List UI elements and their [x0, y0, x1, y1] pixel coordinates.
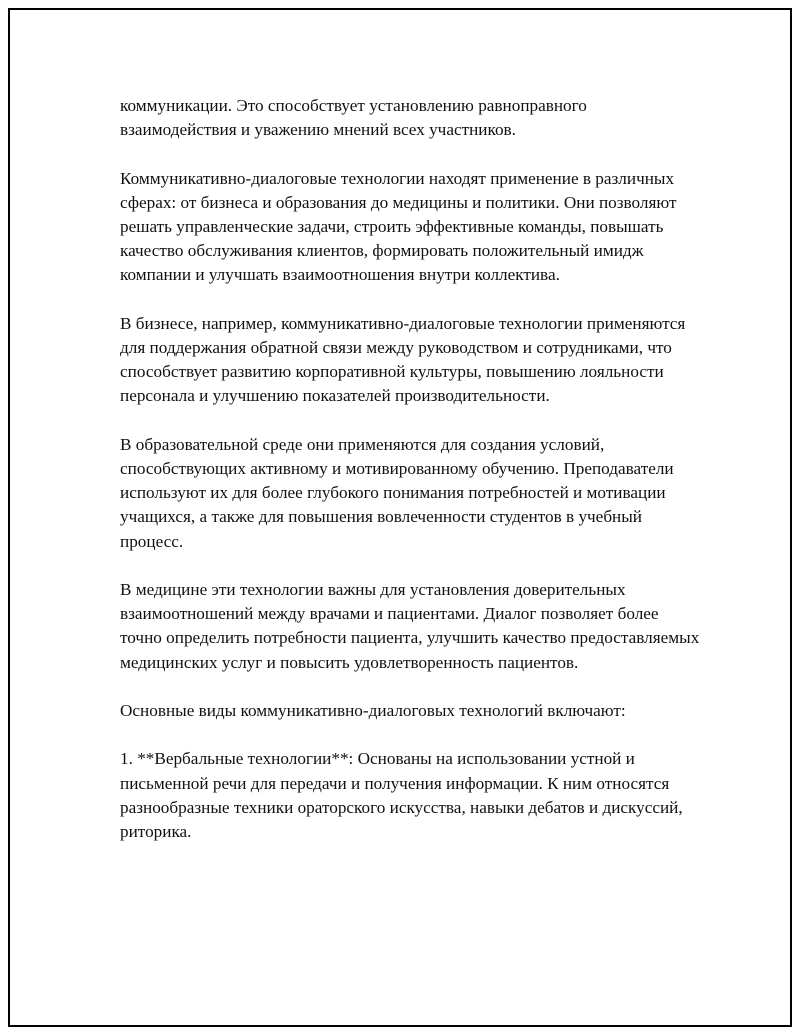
- paragraph-education: В образовательной среде они применяются для создания условий, способствующих активному и мотивированному обучению. Преподаватели используют их для более глубокого понимания потребностей и мотивации учащихся, а также для повышения вовлеченности студентов в учебный процесс.: [120, 434, 674, 551]
- paragraph-verbal-technologies: 1. **Вербальные технологии**: Основаны на использовании устной и письменной речи для передачи и получения информации. К ним относятся разнообразные техники ораторского искусства, навыки дебатов и дискуссий, риторика.: [120, 749, 683, 841]
- document-page: [8, 8, 792, 1027]
- paragraph-business: В бизнесе, например, коммуникативно-диалоговые технологии применяются для поддержания обратной связи между руководством и сотрудниками, что способствует развитию корпоративной культуры, повышению лояльности персонала и улучшению показателей производительности.: [120, 313, 686, 406]
- paragraph-medicine: В медицине эти технологии важны для установления доверительных взаимоотношений между врачами и пациентами. Диалог позволяет более точно определить потребности пациента, улучшить качество предоставляемых медицинских услуг и повысить удовлетворенность пациентов.: [120, 580, 700, 672]
- paragraph-main-types: Основные виды коммуникативно-диалоговых технологий включают:: [120, 701, 626, 720]
- paragraph-continuation: коммуникации. Это способствует установлению равноправного взаимодействия и уважению мнений всех участников.: [120, 96, 587, 140]
- paragraph-applications: Коммуникативно-диалоговые технологии находят применение в различных сферах: от бизнеса и образования до медицины и политики. Они позволяют решать управленческие задачи, строить эффективные команды, повышать качество обслуживания клиентов, формировать положительный имидж компании и улучшать взаимоотношения внутри коллектива.: [120, 168, 677, 285]
- document-body: [120, 94, 700, 844]
